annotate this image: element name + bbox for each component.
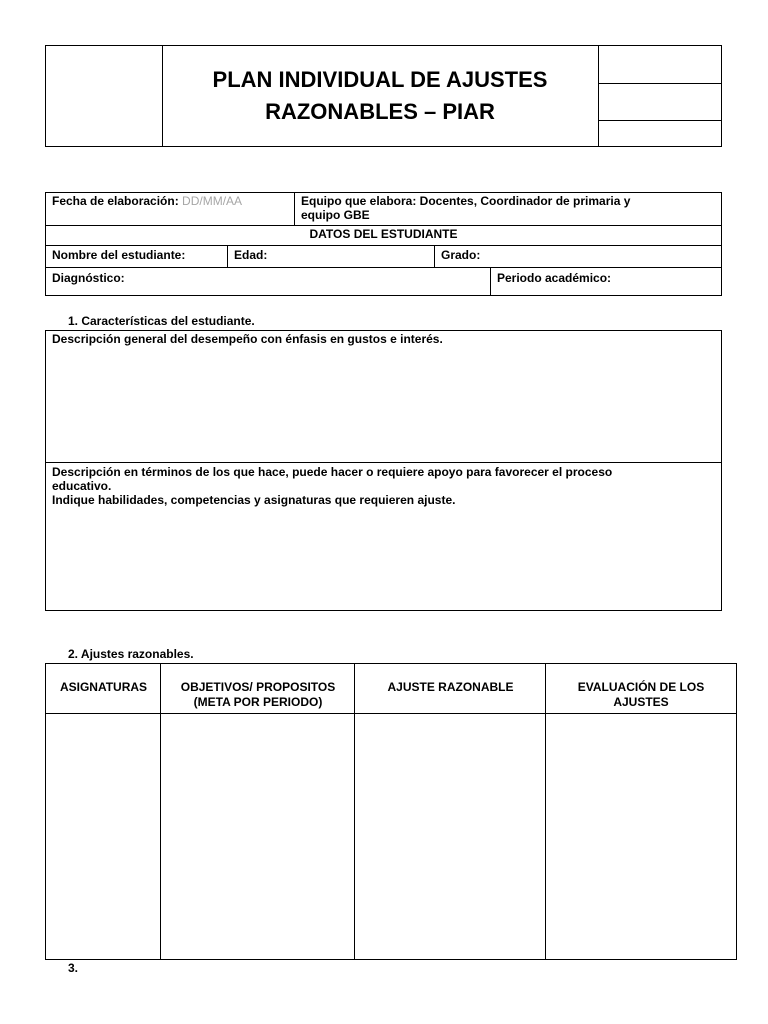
header-right-cell-2 [598, 83, 722, 121]
equipo-line-1: Equipo que elabora: Docentes, Coordinador de primaria y [301, 194, 631, 208]
desc-terminos-line-2: educativo. [52, 479, 112, 493]
header-asignaturas-line1: ASIGNATURAS [59, 680, 148, 694]
desc-general-text: Descripción general del desempeño con énfasis en gustos e interés. [52, 332, 443, 346]
student-data-table [45, 192, 722, 296]
diagnostico-label: Diagnóstico: [52, 271, 125, 285]
fecha-label: Fecha de elaboración: [52, 194, 179, 208]
header-objetivos [161, 680, 355, 710]
header-right-cell-1 [598, 46, 722, 84]
indique-text: Indique habilidades, competencias y asignaturas que requieren ajuste. [52, 493, 456, 507]
header-objetivos-line1: OBJETIVOS/ PROPOSITOS [180, 680, 336, 694]
header-evaluacion-line1: EVALUACIÓN DE LOS [577, 680, 705, 694]
section-2-heading: 2. Ajustes razonables. [68, 647, 194, 661]
nombre-label: Nombre del estudiante: [52, 248, 186, 262]
section-1-box [45, 330, 722, 611]
title-line-1: PLAN INDIVIDUAL DE AJUSTES [212, 67, 548, 92]
col-ajuste[interactable] [355, 664, 546, 959]
logo-placeholder [46, 46, 163, 146]
header-evaluacion [546, 680, 736, 710]
edad-cell[interactable] [228, 246, 435, 268]
desc-general-cell[interactable] [46, 331, 721, 463]
section-3-heading: 3. [68, 961, 79, 975]
diagnostico-cell[interactable] [46, 268, 491, 295]
grado-cell[interactable] [435, 246, 721, 268]
equipo-line-2: equipo GBE [301, 208, 370, 222]
header-asignaturas [46, 680, 161, 695]
col-asignaturas[interactable] [46, 664, 161, 959]
header-evaluacion-line2: AJUSTES [613, 695, 669, 709]
header-ajuste [355, 680, 546, 695]
datos-estudiante-title: DATOS DEL ESTUDIANTE [46, 226, 721, 246]
nombre-cell[interactable] [46, 246, 228, 268]
header-right-cell-3 [598, 120, 722, 146]
edad-label: Edad: [234, 248, 268, 262]
document-header [45, 45, 722, 147]
equipo-cell[interactable] [295, 193, 721, 226]
periodo-label: Periodo académico: [497, 271, 612, 285]
fecha-cell[interactable] [46, 193, 295, 226]
fecha-placeholder: DD/MM/AA [182, 194, 243, 208]
document-title [162, 46, 599, 146]
header-objetivos-line2: (META POR PERIODO) [193, 695, 323, 709]
desc-terminos-line-1: Descripción en términos de los que hace, puede hacer o requiere apoyo para favorecer el proceso [52, 465, 613, 479]
section-1-heading: 1. Características del estudiante. [68, 314, 255, 328]
ajustes-table [45, 663, 737, 960]
grado-label: Grado: [441, 248, 481, 262]
title-line-2: RAZONABLES – PIAR [265, 99, 495, 124]
desc-terminos-cell[interactable] [46, 463, 721, 610]
header-ajuste-line1: AJUSTE RAZONABLE [387, 680, 514, 694]
periodo-cell[interactable] [491, 268, 721, 295]
